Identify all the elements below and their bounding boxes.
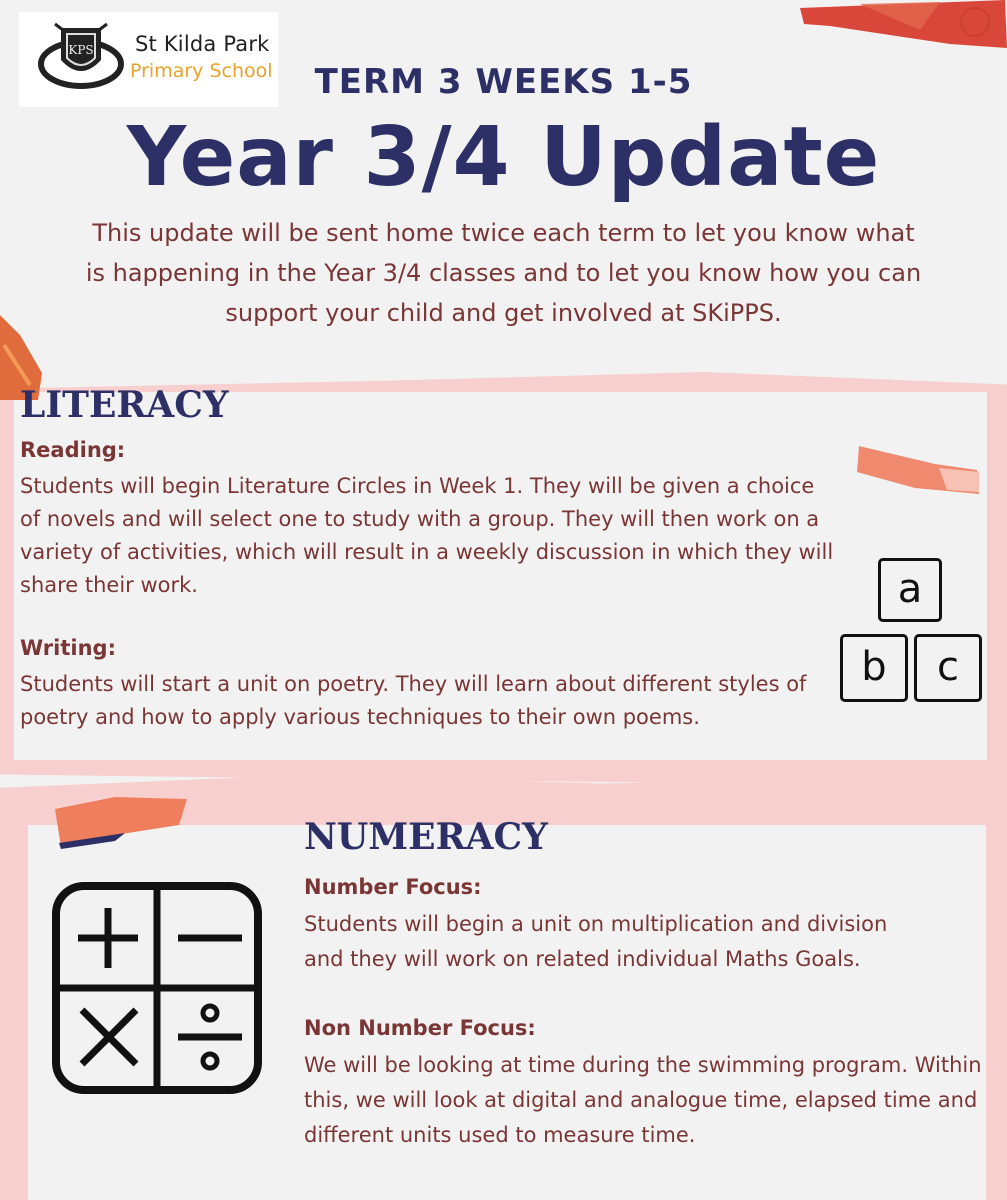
school-name-line2: Primary School <box>130 60 273 82</box>
reading-label: Reading: <box>20 438 126 462</box>
non-number-focus-label: Non Number Focus: <box>304 1016 536 1040</box>
abc-blocks-icon <box>838 558 986 704</box>
literacy-brush-icon <box>855 446 980 496</box>
block-c: c <box>914 634 982 702</box>
top-right-brush-icon <box>800 0 1007 52</box>
school-name-line1: St Kilda Park <box>135 32 270 56</box>
number-focus-label: Number Focus: <box>304 875 482 899</box>
non-number-focus-text: We will be looking at time during the swimming program. Within this, we will look at digital and analogue time, elapsed time and different units used to measure time. <box>304 1053 982 1147</box>
reading-text: Students will begin Literature Circles in Week 1. They will be given a choice of novels and will select one to study with a group. They will then work on a variety of activities, which will result in a weekly discussion in which they will share their work. <box>20 474 834 597</box>
numeracy-brush-icon <box>55 795 190 850</box>
number-focus-text: Students will begin a unit on multiplication and division and they will work on related individual Maths Goals. <box>304 912 888 971</box>
block-b: b <box>840 634 908 702</box>
writing-text: Students will start a unit on poetry. They will learn about different styles of poetry and how to apply various techniques to their own poems. <box>20 672 807 729</box>
intro-paragraph: This update will be sent home twice each term to let you know what is happening in the Year 3/4 classes and to let you know how you can support your child and get involved at SKiPPS. <box>85 219 922 327</box>
term-title: TERM 3 WEEKS 1-5 <box>314 62 693 102</box>
block-a: a <box>878 558 942 622</box>
svg-text:KPS: KPS <box>68 43 94 57</box>
page-title: Year 3/4 Update <box>126 110 881 205</box>
math-operations-icon <box>52 882 262 1094</box>
literacy-heading: LITERACY <box>20 384 229 426</box>
writing-label: Writing: <box>20 636 116 660</box>
numeracy-heading: NUMERACY <box>304 816 548 858</box>
